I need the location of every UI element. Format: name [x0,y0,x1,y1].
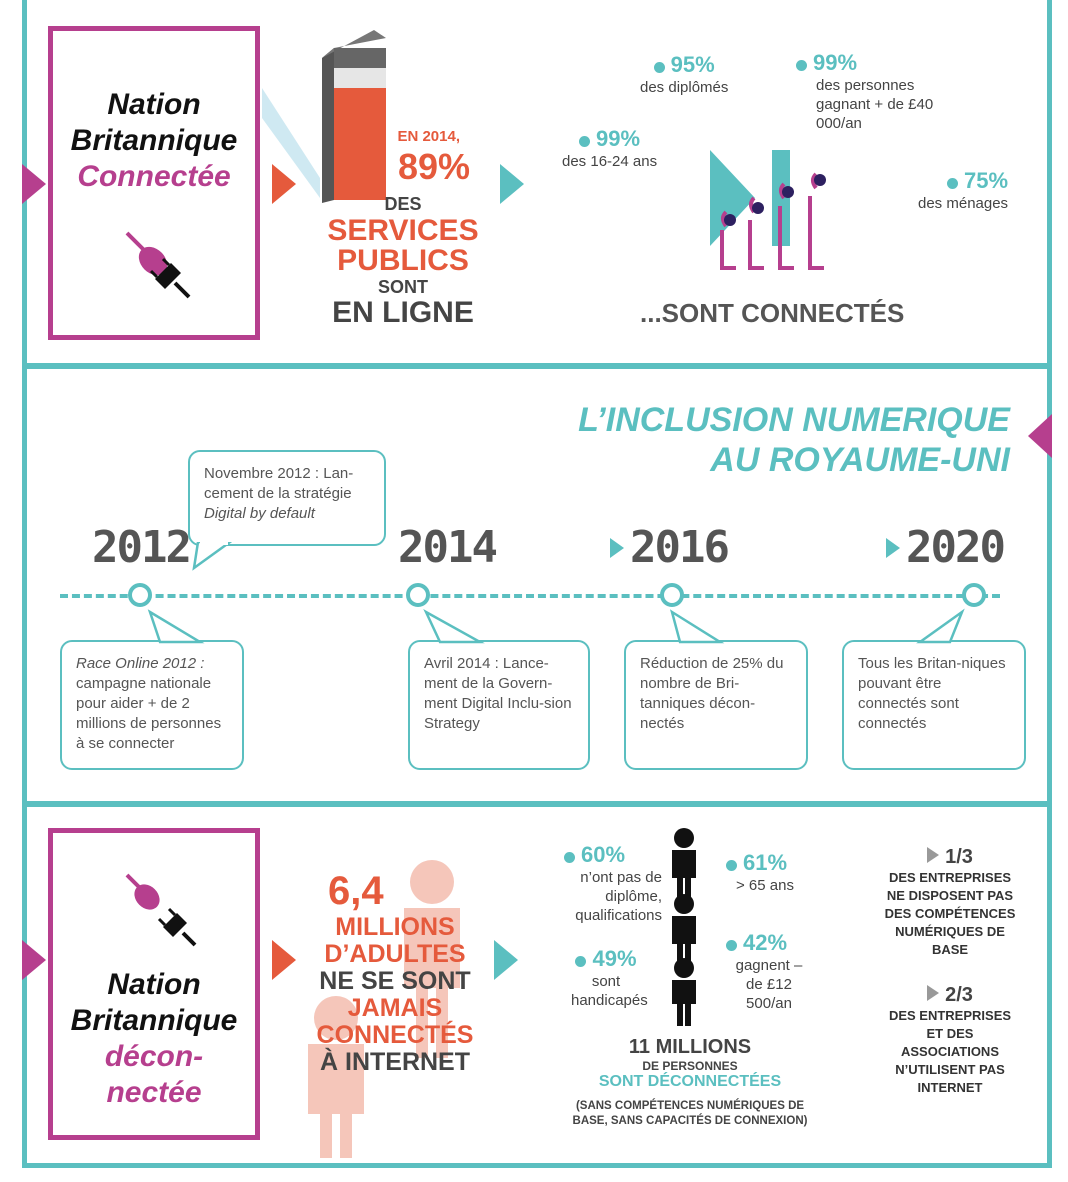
callout-tail-top [190,542,250,572]
services-publics: PUBLICS [337,244,469,277]
year-2012: 2012 [92,522,190,573]
timeline-title-line1: L’INCLUSION NUMERIQUE [578,401,1010,439]
box2-line3: décon- [104,1040,204,1073]
stat-one-third: 1/3 DES ENTREPRISES NE DISPOSENT PAS DES COMPÉTENCES NUMÉRIQUES DE BASE [884,846,1016,957]
timeline-title-line2: AU ROYAUME-UNI [710,441,1010,479]
services-block [318,192,488,328]
services-des: DES [384,194,422,214]
adults-num: 6,4 [328,869,384,913]
services-year: EN 2014, [397,128,460,145]
stat-49: 49% sont handicapés [571,946,648,1009]
callout-nov-2012: Novembre 2012 : Lan-cement de la stratégie Digital by default [188,450,386,546]
triangle-icon [927,847,939,863]
timeline-node-2020 [962,583,986,607]
dot-icon [726,860,737,871]
year-arrow-2016 [610,538,624,558]
stat-99-income: 99% des personnes gagnant + de £40 000/an [796,50,956,133]
dot-icon [654,62,665,73]
callout-tails-bottom [0,606,1068,646]
dot-icon [575,956,586,967]
year-arrow-2020 [886,538,900,558]
stat-99-youth: 99% des 16-24 ans [562,126,658,170]
connected-box [48,26,260,340]
dot-icon [796,60,807,71]
triangle-icon [927,985,939,1001]
eleven-millions: 11 MILLIONS DE PERSONNES SONT DÉCONNECTÉES (SANS COMPÉTENCES NUMÉRIQUES DE BASE, SANS CAPACITÉS DE CONNEXION) [572,1036,808,1127]
services-enligne: EN LIGNE [332,296,474,329]
year-2016: 2016 [630,522,728,573]
box2-line1: Nation [107,968,201,1001]
year-2014: 2014 [398,522,496,573]
disconnected-box [48,828,260,1140]
year-2020: 2020 [906,522,1004,573]
box-title-line1: Nation [107,88,201,121]
timeline-node-2014 [406,583,430,607]
plug-icon [119,227,199,307]
callout-race-online: Race Online 2012 : campagne nationale pour aider + de 2 millions de personnes à se connecter [60,640,244,770]
panel-pointer-left-2 [22,940,46,980]
timeline-line [60,594,1000,598]
stat-two-thirds: 2/3 DES ENTREPRISES ET DES ASSOCIATIONS N’UTILISENT PAS INTERNET [888,984,1012,1095]
dot-icon [579,136,590,147]
callout-2020: Tous les Britan-niques pouvant être connectés sont connectés [842,640,1026,770]
connected-people-icon [700,150,850,275]
dot-icon [726,940,737,951]
plug-icon [119,869,199,949]
timeline-title [578,400,1010,480]
stat-42: 42% gagnent – de £12 500/an [726,930,816,1013]
arrow-teal-2 [494,940,518,980]
services-sont: SONT [377,277,428,297]
connected-label: ...SONT CONNECTÉS [640,298,905,328]
box2-line4: nectée [106,1076,202,1109]
disconnected-people-icon [664,828,704,1028]
panel-pointer-right [1028,414,1052,458]
box2-line2: Britannique [70,1004,238,1037]
dot-icon [947,178,958,189]
stat-75: 75% des ménages [918,168,1009,212]
timeline-node-2012 [128,583,152,607]
callout-reduction: Réduction de 25% du nombre de Bri-tanniques décon-nectés [624,640,808,770]
services-percent: 89% [398,146,471,187]
box-title-line3: Connectée [77,160,231,193]
stat-95: 95% des diplômés [640,52,729,96]
arrow-teal-1 [500,164,524,204]
box-title-line2: Britannique [70,124,238,157]
services-text [320,128,490,145]
services-services: SERVICES [327,214,479,247]
dot-icon [564,852,575,863]
timeline-node-2016 [660,583,684,607]
adults-text: 6,4 MILLIONS D’ADULTES NE SE SONT JAMAIS CONNECTÉS À INTERNET [310,868,480,1076]
stat-60: 60% n’ont pas de diplôme, qualifications [552,842,662,925]
services-bar-icon [262,28,392,203]
callout-april-2014: Avril 2014 : Lance-ment de la Govern-ment Digital Inclu-sion Strategy [408,640,590,770]
panel-pointer-left [22,164,46,204]
stat-61: 61% > 65 ans [726,850,794,895]
arrow-orange-2 [272,940,296,980]
